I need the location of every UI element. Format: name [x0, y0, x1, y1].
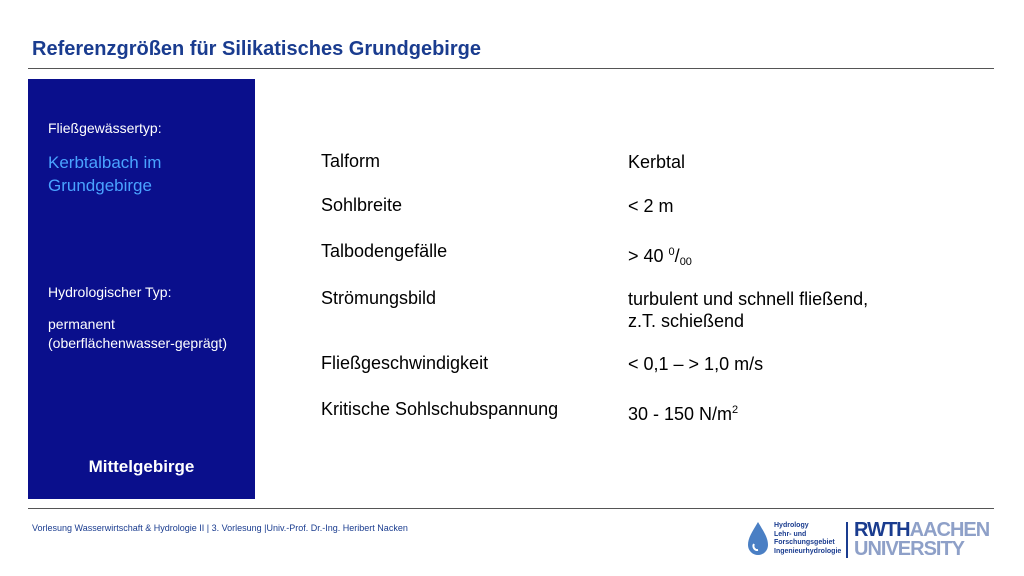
row-value: < 2 m: [628, 196, 674, 216]
row-value: < 0,1 – > 1,0 m/s: [628, 354, 764, 374]
hydro-type-label: Hydrologischer Typ:: [48, 284, 172, 300]
row-key: Kritische Sohlschubspannung: [321, 399, 559, 419]
row-value: turbulent und schnell fließend, z.T. schießend: [628, 289, 869, 331]
row-key: Talbodengefälle: [321, 241, 448, 261]
header-divider: [28, 68, 994, 69]
hydro-type-value: permanent (oberflächenwasser-geprägt): [48, 316, 227, 351]
row-key: Talform: [321, 151, 381, 171]
water-drop-icon: [746, 520, 770, 558]
page-title: Referenzgrößen für Silikatisches Grundgebirge: [32, 38, 481, 60]
flowtype-value: Kerbtalbach im Grundgebirge: [48, 153, 162, 195]
flowtype-label: Fließgewässertyp:: [48, 120, 162, 136]
university-logo-text: UNIVERSITY: [854, 538, 965, 560]
row-key: Fließgeschwindigkeit: [321, 353, 489, 373]
logo-area: [740, 518, 1000, 562]
hydrology-institute-label: Hydrology Lehr- und Forschungsgebiet Ingenieurhydrologie: [774, 522, 842, 555]
region-label: Mittelgebirge: [88, 457, 195, 476]
sidebar-panel: [28, 79, 255, 499]
row-value: > 40 $^0/_{00}$: [628, 246, 692, 268]
row-value: 30 - 150 $N/m^2$: [628, 404, 739, 424]
row-key: Strömungsbild: [321, 288, 437, 308]
logo-divider: [846, 522, 848, 558]
footer-divider: [28, 508, 994, 509]
row-key: Sohlbreite: [321, 195, 403, 215]
rwth-logo: RWTHAACHEN: [854, 519, 990, 541]
row-value: Kerbtal: [628, 152, 686, 172]
footer-text: Vorlesung Wasserwirtschaft & Hydrologie II | 3. Vorlesung |Univ.-Prof. Dr.-Ing. Heribert Nacken: [32, 523, 408, 533]
